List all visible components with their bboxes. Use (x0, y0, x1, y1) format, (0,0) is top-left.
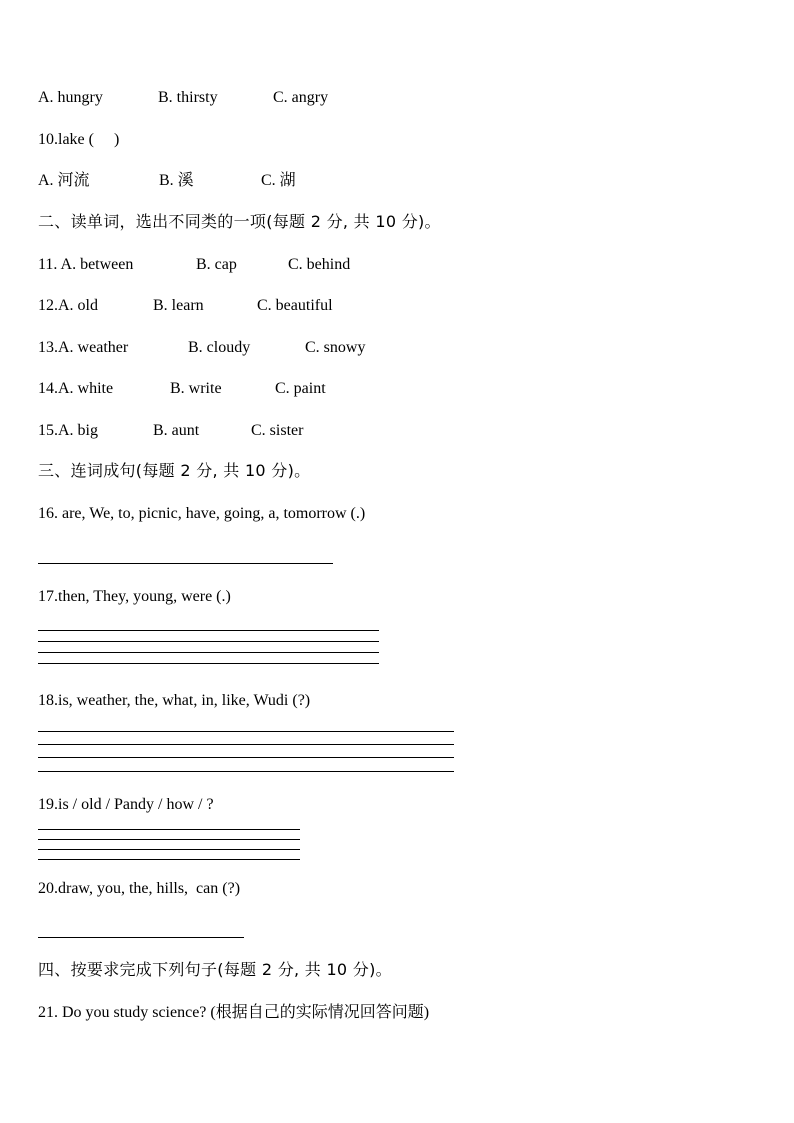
q19-answer-line[interactable] (38, 829, 300, 830)
q16-prompt: 16. are, We, to, picnic, have, going, a, tomorrow (.) (38, 505, 366, 522)
q17-answer-line[interactable] (38, 652, 379, 653)
q15-option-b: B. aunt (153, 422, 200, 439)
q18-answer-line[interactable] (38, 771, 454, 772)
q18-prompt: 18.is, weather, the, what, in, like, Wudi (?) (38, 692, 311, 709)
section3-heading: 三、连词成句(每题 2 分, 共 10 分)。 (38, 461, 311, 480)
q14-option-a: 14.A. white (38, 380, 114, 397)
q12-option-a: 12.A. old (38, 297, 98, 314)
q14-option-b: B. write (170, 380, 222, 397)
q18-answer-line[interactable] (38, 744, 454, 745)
q20-answer-line[interactable] (38, 937, 244, 938)
q10-option-b: B. 溪 (159, 172, 194, 189)
q9-option-c: C. angry (273, 89, 329, 106)
q21-prompt: 21. Do you study science? (根据自己的实际情况回答问题) (38, 1004, 430, 1021)
section4-heading: 四、按要求完成下列句子(每题 2 分, 共 10 分)。 (38, 960, 392, 979)
q13-option-a: 13.A. weather (38, 339, 129, 356)
q15-option-c: C. sister (251, 422, 304, 439)
q12-option-b: B. learn (153, 297, 204, 314)
q16-answer-line[interactable] (38, 563, 333, 564)
q17-answer-line[interactable] (38, 641, 379, 642)
q13-option-b: B. cloudy (188, 339, 251, 356)
q11-option-c: C. behind (288, 256, 351, 273)
q18-answer-line[interactable] (38, 731, 454, 732)
q15-option-a: 15.A. big (38, 422, 98, 439)
q12-option-c: C. beautiful (257, 297, 333, 314)
q9-option-b: B. thirsty (158, 89, 218, 106)
q19-answer-line[interactable] (38, 839, 300, 840)
q20-prompt: 20.draw, you, the, hills, can (?) (38, 880, 241, 897)
q10-stem: 10.lake ( ) (38, 131, 120, 148)
q19-answer-line[interactable] (38, 849, 300, 850)
q9-option-a: A. hungry (38, 89, 103, 106)
q17-answer-line[interactable] (38, 663, 379, 664)
q11-option-b: B. cap (196, 256, 237, 273)
section2-heading: 二、读单词，选出不同类的一项(每题 2 分, 共 10 分)。 (38, 212, 441, 231)
q10-option-c: C. 湖 (261, 172, 296, 189)
q14-option-c: C. paint (275, 380, 326, 397)
q10-option-a: A. 河流 (38, 172, 90, 189)
q19-answer-line[interactable] (38, 859, 300, 860)
q13-option-c: C. snowy (305, 339, 366, 356)
q17-prompt: 17.then, They, young, were (.) (38, 588, 231, 605)
q19-prompt: 19.is / old / Pandy / how / ? (38, 796, 214, 813)
q11-option-a: 11. A. between (38, 256, 134, 273)
q18-answer-line[interactable] (38, 757, 454, 758)
q17-answer-line[interactable] (38, 630, 379, 631)
